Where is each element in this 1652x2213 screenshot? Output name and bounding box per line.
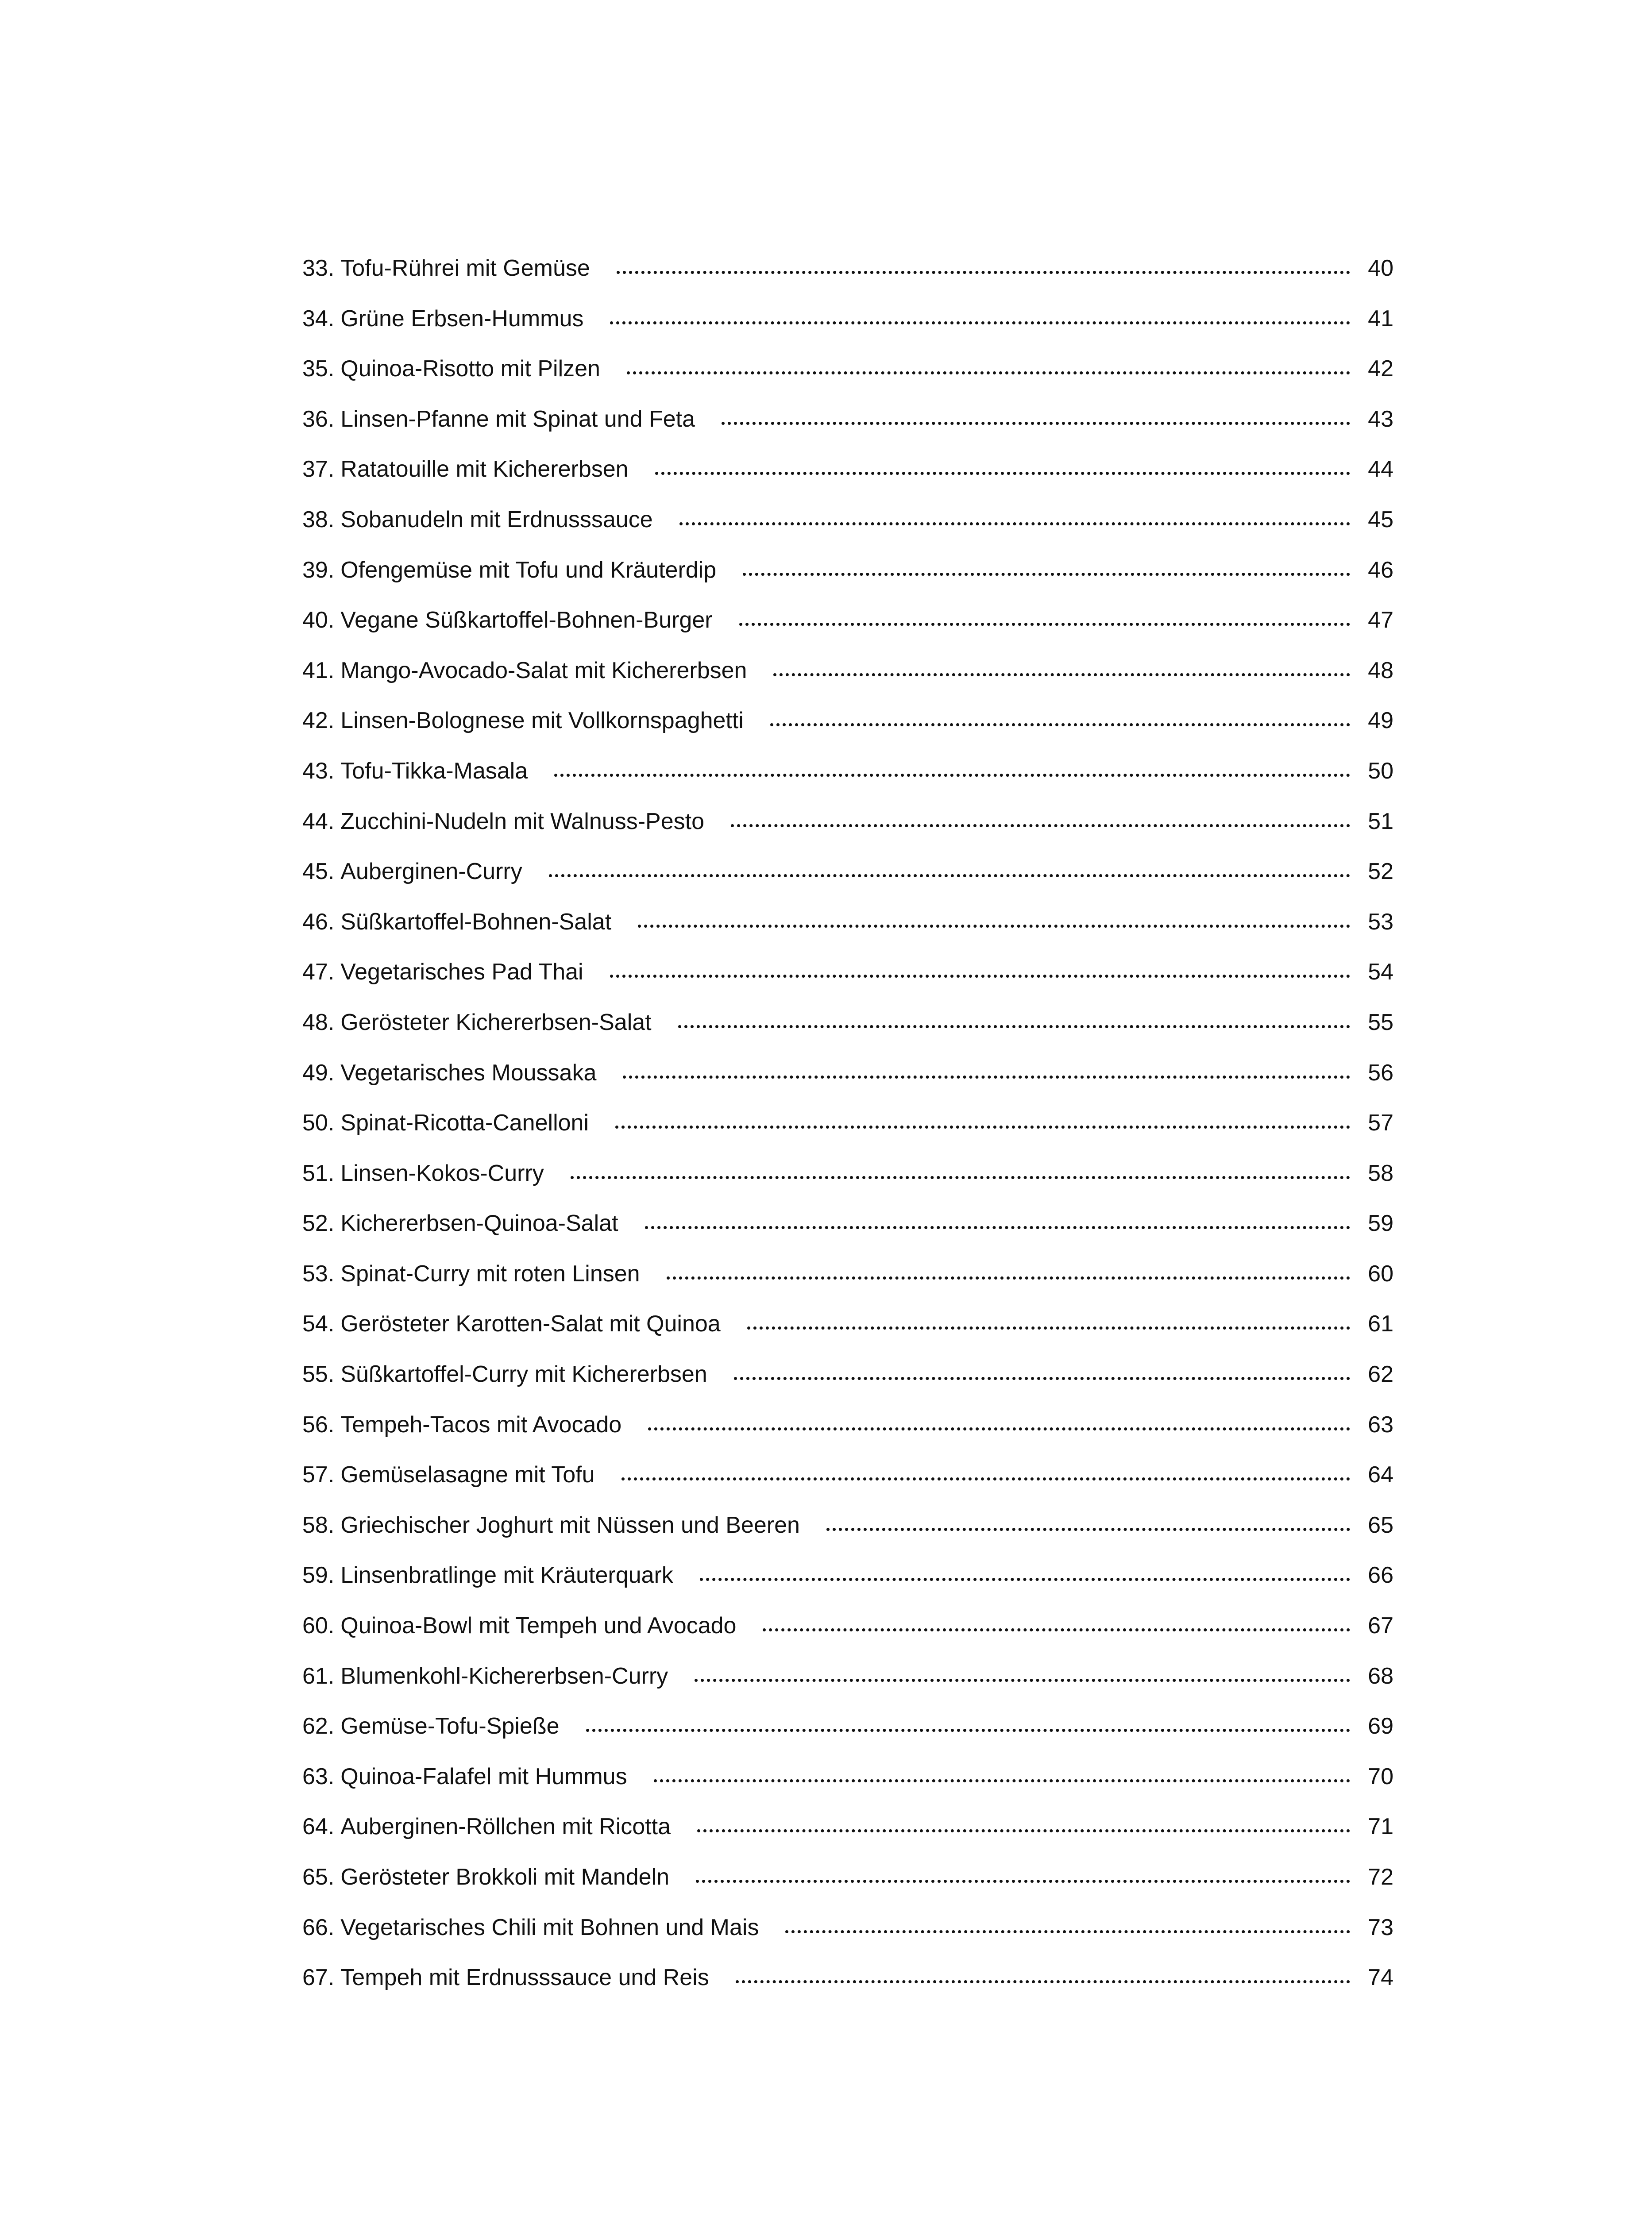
dot-leader	[617, 271, 1350, 274]
toc-entry-number: 46.	[302, 909, 335, 935]
dot-leader	[678, 1025, 1350, 1028]
toc-entry	[302, 1966, 1393, 2016]
dot-leader	[747, 1326, 1350, 1330]
toc-entry-title: Quinoa-Risotto mit Pilzen	[340, 356, 600, 382]
toc-entry	[302, 1614, 1393, 1665]
dot-leader	[638, 925, 1350, 928]
toc-entry	[302, 1262, 1393, 1313]
dot-leader	[739, 623, 1350, 626]
toc-entry-title: Zucchini-Nudeln mit Walnuss-Pesto	[340, 808, 704, 834]
toc-entry-title: Tempeh mit Erdnusssauce und Reis	[340, 1965, 709, 1991]
toc-entry-page-number: 49	[1368, 708, 1393, 734]
dot-leader	[697, 1829, 1350, 1832]
toc-entry-number: 53.	[302, 1261, 335, 1287]
toc-entry-title: Linsen-Kokos-Curry	[340, 1160, 544, 1186]
toc-entry-title: Vegetarisches Chili mit Bohnen und Mais	[340, 1914, 759, 1940]
toc-entry-number: 38.	[302, 506, 335, 532]
toc-entry-title: Gerösteter Karotten-Salat mit Quinoa	[340, 1311, 721, 1337]
toc-entry	[302, 559, 1393, 609]
toc-entry	[302, 307, 1393, 358]
toc-entry-number: 39.	[302, 557, 335, 583]
toc-entry-number: 40.	[302, 607, 335, 633]
toc-entry-page-number: 57	[1368, 1110, 1393, 1136]
dot-leader	[623, 1076, 1350, 1079]
toc-entry-page-number: 63	[1368, 1411, 1393, 1438]
toc-entry-page-number: 54	[1368, 959, 1393, 985]
toc-entry-title: Gerösteter Brokkoli mit Mandeln	[340, 1864, 670, 1890]
toc-entry-title: Linsenbratlinge mit Kräuterquark	[340, 1562, 673, 1588]
toc-entry-page-number: 45	[1368, 506, 1393, 532]
dot-leader	[770, 723, 1350, 726]
dot-leader	[700, 1578, 1350, 1581]
toc-entry-page-number: 55	[1368, 1009, 1393, 1035]
toc-entry-number: 61.	[302, 1663, 335, 1689]
dot-leader	[695, 1679, 1350, 1682]
toc-entry	[302, 508, 1393, 559]
toc-entry-title: Blumenkohl-Kichererbsen-Curry	[340, 1663, 668, 1689]
toc-entry-page-number: 43	[1368, 406, 1393, 432]
toc-entry-title: Süßkartoffel-Curry mit Kichererbsen	[340, 1361, 707, 1388]
toc-entry-title: Gemüse-Tofu-Spieße	[340, 1713, 560, 1739]
toc-entry-number: 51.	[302, 1160, 335, 1186]
toc-entry-title: Tempeh-Tacos mit Avocado	[340, 1411, 622, 1438]
toc-entry-page-number: 72	[1368, 1864, 1393, 1890]
toc-entry-page-number: 40	[1368, 255, 1393, 281]
toc-entry	[302, 1564, 1393, 1614]
toc-entry-number: 37.	[302, 456, 335, 482]
toc-entry	[302, 1011, 1393, 1061]
toc-entry-title: Auberginen-Curry	[340, 859, 522, 885]
toc-entry-page-number: 66	[1368, 1562, 1393, 1588]
toc-entry-title: Auberginen-Röllchen mit Ricotta	[340, 1814, 671, 1840]
toc-entry	[302, 1312, 1393, 1363]
toc-entry-number: 59.	[302, 1562, 335, 1588]
toc-entry-number: 63.	[302, 1763, 335, 1789]
dot-leader	[554, 774, 1350, 777]
toc-entry	[302, 860, 1393, 910]
toc-entry-page-number: 62	[1368, 1361, 1393, 1388]
toc-entry	[302, 760, 1393, 810]
dot-leader	[627, 371, 1350, 374]
dot-leader	[571, 1176, 1350, 1179]
toc-entry	[302, 709, 1393, 760]
toc-entry-title: Spinat-Curry mit roten Linsen	[340, 1261, 640, 1287]
dot-leader	[736, 1980, 1350, 1983]
toc-entry-title: Quinoa-Bowl mit Tempeh und Avocado	[340, 1613, 737, 1639]
toc-entry-page-number: 67	[1368, 1613, 1393, 1639]
toc-entry-page-number: 50	[1368, 758, 1393, 784]
toc-entry-page-number: 61	[1368, 1311, 1393, 1337]
toc-entry-page-number: 60	[1368, 1261, 1393, 1287]
toc-entry-page-number: 74	[1368, 1965, 1393, 1991]
toc-entry-title: Vegane Süßkartoffel-Bohnen-Burger	[340, 607, 713, 633]
toc-entry-title: Quinoa-Falafel mit Hummus	[340, 1763, 627, 1789]
toc-entry-page-number: 59	[1368, 1211, 1393, 1237]
dot-leader	[731, 824, 1350, 827]
toc-entry-title: Griechischer Joghurt mit Nüssen und Beeren	[340, 1512, 800, 1538]
toc-entry-number: 47.	[302, 959, 335, 985]
toc-entry	[302, 609, 1393, 659]
toc-entry	[302, 960, 1393, 1011]
toc-entry-number: 33.	[302, 255, 335, 281]
dot-leader	[667, 1276, 1350, 1280]
toc-entry	[302, 357, 1393, 408]
toc-entry-number: 64.	[302, 1814, 335, 1840]
toc-entry-page-number: 46	[1368, 557, 1393, 583]
toc-entry	[302, 1514, 1393, 1564]
toc-entry-page-number: 48	[1368, 657, 1393, 683]
toc-entry-title: Tofu-Rührei mit Gemüse	[340, 255, 590, 281]
dot-leader	[655, 472, 1350, 475]
toc-entry-title: Vegetarisches Pad Thai	[340, 959, 583, 985]
dot-leader	[645, 1226, 1350, 1229]
toc-entry-title: Mango-Avocado-Salat mit Kichererbsen	[340, 657, 747, 683]
toc-entry	[302, 1866, 1393, 1916]
toc-entry-title: Ofengemüse mit Tofu und Kräuterdip	[340, 557, 717, 583]
toc-entry-page-number: 56	[1368, 1060, 1393, 1086]
toc-entry-title: Tofu-Tikka-Masala	[340, 758, 528, 784]
toc-entry-number: 42.	[302, 708, 335, 734]
toc-entry-number: 60.	[302, 1613, 335, 1639]
toc-entry-page-number: 42	[1368, 356, 1393, 382]
toc-entry-page-number: 64	[1368, 1462, 1393, 1488]
toc-entry-number: 62.	[302, 1713, 335, 1739]
toc-entry-number: 58.	[302, 1512, 335, 1538]
toc-entry	[302, 408, 1393, 458]
toc-entry-title: Ratatouille mit Kichererbsen	[340, 456, 629, 482]
dot-leader	[826, 1528, 1350, 1531]
toc-entry-number: 55.	[302, 1361, 335, 1388]
toc-entry	[302, 1413, 1393, 1464]
toc-entry	[302, 1363, 1393, 1413]
toc-entry-number: 49.	[302, 1060, 335, 1086]
toc-entry-page-number: 58	[1368, 1160, 1393, 1186]
dot-leader	[763, 1628, 1350, 1631]
dot-leader	[648, 1427, 1350, 1430]
toc-entry-number: 50.	[302, 1110, 335, 1136]
toc-entry	[302, 659, 1393, 709]
dot-leader	[785, 1930, 1350, 1933]
toc-entry	[302, 1162, 1393, 1212]
toc-entry	[302, 1111, 1393, 1162]
toc-entry-number: 56.	[302, 1411, 335, 1438]
toc-entry	[302, 1463, 1393, 1514]
toc-entry-number: 52.	[302, 1211, 335, 1237]
toc-entry	[302, 1715, 1393, 1765]
toc-entry	[302, 257, 1393, 307]
toc-entry-number: 57.	[302, 1462, 335, 1488]
dot-leader	[773, 673, 1350, 676]
dot-leader	[610, 321, 1350, 324]
toc-entry-title: Vegetarisches Moussaka	[340, 1060, 597, 1086]
toc-entry-page-number: 52	[1368, 859, 1393, 885]
toc-entry	[302, 1765, 1393, 1816]
toc-entry-page-number: 65	[1368, 1512, 1393, 1538]
dot-leader	[743, 573, 1350, 576]
toc-entry-title: Linsen-Pfanne mit Spinat und Feta	[340, 406, 695, 432]
toc-entry-page-number: 44	[1368, 456, 1393, 482]
dot-leader	[722, 422, 1350, 425]
toc-entry-title: Süßkartoffel-Bohnen-Salat	[340, 909, 612, 935]
toc-entry-number: 44.	[302, 808, 335, 834]
toc-entry	[302, 1212, 1393, 1262]
toc-entry-number: 67.	[302, 1965, 335, 1991]
dot-leader	[549, 874, 1350, 877]
toc-entry-number: 65.	[302, 1864, 335, 1890]
dot-leader	[654, 1779, 1350, 1782]
toc-entry-title: Gemüselasagne mit Tofu	[340, 1462, 595, 1488]
table-of-contents	[302, 257, 1393, 2016]
toc-entry-number: 41.	[302, 657, 335, 683]
toc-entry-page-number: 69	[1368, 1713, 1393, 1739]
toc-entry	[302, 1665, 1393, 1715]
toc-entry-page-number: 70	[1368, 1763, 1393, 1789]
toc-entry-title: Sobanudeln mit Erdnusssauce	[340, 506, 653, 532]
dot-leader	[734, 1377, 1350, 1380]
toc-entry-number: 66.	[302, 1914, 335, 1940]
toc-entry-title: Spinat-Ricotta-Canelloni	[340, 1110, 589, 1136]
dot-leader	[621, 1477, 1350, 1480]
toc-entry-page-number: 41	[1368, 305, 1393, 332]
dot-leader	[610, 975, 1350, 978]
toc-entry-page-number: 71	[1368, 1814, 1393, 1840]
toc-entry-title: Gerösteter Kichererbsen-Salat	[340, 1009, 652, 1035]
dot-leader	[696, 1880, 1350, 1883]
toc-entry-number: 54.	[302, 1311, 335, 1337]
toc-entry-number: 48.	[302, 1009, 335, 1035]
dot-leader	[679, 522, 1350, 525]
toc-entry-page-number: 51	[1368, 808, 1393, 834]
toc-entry	[302, 910, 1393, 961]
toc-entry-number: 36.	[302, 406, 335, 432]
toc-entry-page-number: 53	[1368, 909, 1393, 935]
toc-entry	[302, 458, 1393, 508]
toc-entry-page-number: 73	[1368, 1914, 1393, 1940]
toc-entry-page-number: 68	[1368, 1663, 1393, 1689]
toc-entry-number: 34.	[302, 305, 335, 332]
toc-entry-number: 45.	[302, 859, 335, 885]
toc-entry-number: 35.	[302, 356, 335, 382]
toc-entry	[302, 1916, 1393, 1966]
toc-entry-title: Grüne Erbsen-Hummus	[340, 305, 584, 332]
dot-leader	[615, 1126, 1350, 1129]
toc-entry	[302, 810, 1393, 860]
toc-entry-title: Linsen-Bolognese mit Vollkornspaghetti	[340, 708, 744, 734]
toc-entry-title: Kichererbsen-Quinoa-Salat	[340, 1211, 618, 1237]
toc-entry	[302, 1815, 1393, 1866]
dot-leader	[586, 1729, 1351, 1732]
toc-entry-number: 43.	[302, 758, 335, 784]
toc-entry	[302, 1061, 1393, 1112]
toc-entry-page-number: 47	[1368, 607, 1393, 633]
